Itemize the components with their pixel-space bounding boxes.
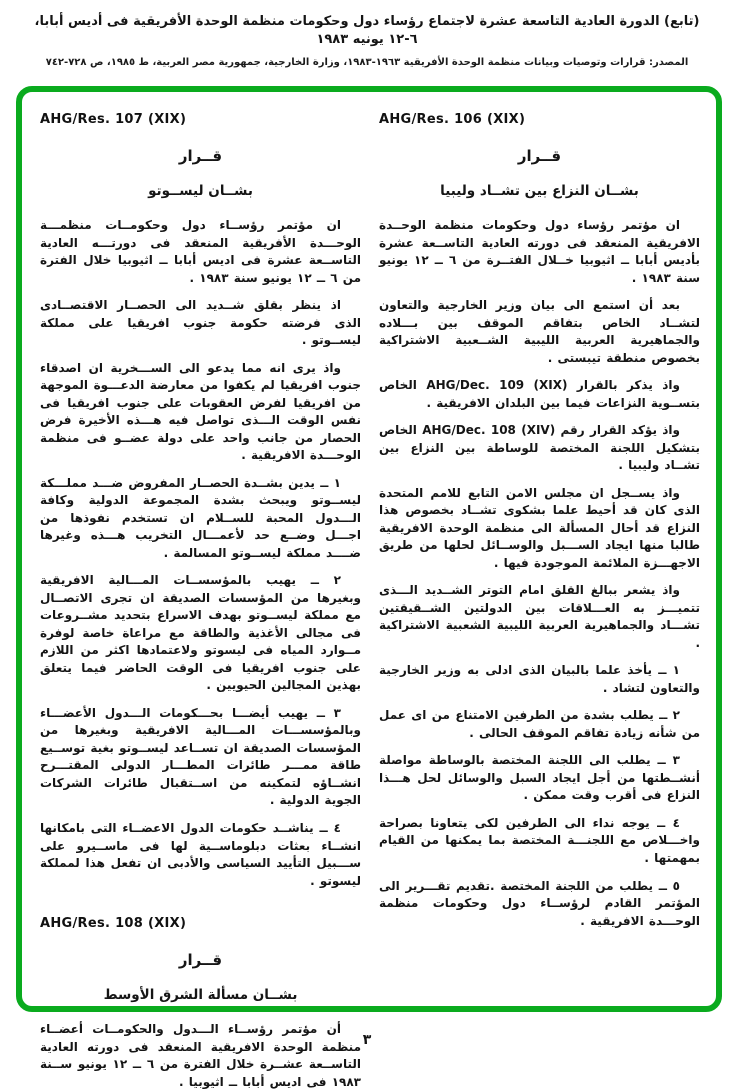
paragraph: ١ ــ يدين بشــدة الحصــار المفروض ضـــد مملـــكة ليســوتو ويبحث بشدة المجموعة الدولية وكافة الـــدول المحبة للســلام ان تستخدم نفوذها من اجـــل وضــع حد لأعمـــال التخريب هـــذه وغيرها ضــــد مملكة ليســوتو المسالمة . <box>40 475 361 560</box>
column-left <box>40 108 361 1089</box>
paragraph: أن مؤتمر رؤســاء الـــدول والحكومــات أعضــاء منظمة الوحدة الافريقية المنعقد فى دورته العادية التاســعة عشــرة خلال الفترة من ٦ ــ ١٢ يونيو ســنة ١٩٨٣ فى اديس أبابا ــ اثيوبيا . <box>40 1022 361 1089</box>
paragraph: بعد أن استمع الى بيان وزير الخارجية والتعاون لتشــاد الخاص بتفاقم الموقف بين بـــلاده والجماهيرية العربية الليبية الشــعبية الاشتراكية بخصوص منطقة تيبستى . <box>379 298 700 365</box>
paragraph: واذ يذكر بالقرار AHG/Dec. 109 (XIX) الخاص بتســوية النزاعات فيما بين البلدان الافريقية . <box>379 378 700 410</box>
resolution-subtitle: بشــان ليســوتو <box>148 183 253 199</box>
paragraph: واذ يشعر ببالغ القلق امام التوتر الشــديد الـــذى تتميـــز به العـــلاقات بين الدولتين الشــقيقتين تشـــاد والجماهيرية العربية الليبية الشعبية الاشتراكية . <box>379 583 700 650</box>
resolution-title: قــرار <box>517 147 562 165</box>
paragraph: ان مؤتمر رؤســاء دول وحكومــات منظمـــة الوحـــدة الأفريقية المنعقد فى دورتـــه العادية التاســعة عشرة فى اديس أبابا ــ اثيوبيا خلال الفترة من ٦ ــ ١٢ يونيو سنة ١٩٨٣ . <box>40 218 361 285</box>
resolution-ref-106: AHG/Res. 106 (XIX) <box>379 112 526 127</box>
paragraph: واذ يســجل ان مجلس الامن التابع للامم المتحدة الذى كان قد أحيط علما بشكوى تشــاد بخصوص هذا النزاع قد أحال المسألة الى منظمة الوحدة الافريقية طالبا منها ايجاد الســـبل والوســائل لحلها من طريق الاجهـــزة الملائمة الموجودة فيها . <box>379 485 700 570</box>
header-session-line: (تابع) الدورة العادية التاسعة عشرة لاجتماع رؤساء دول وحكومات منظمة الوحدة الأفريقية فى أديس أبابا، ٦-١٢ يونيه ١٩٨٣ <box>34 14 700 48</box>
resolution-108-section <box>40 916 361 1091</box>
resolution-subtitle: بشــان مسألة الشرق الأوسط <box>103 987 298 1004</box>
page-header <box>0 0 734 68</box>
page-number: ٣ <box>362 1032 372 1048</box>
paragraph: ١ ــ يأخذ علما بالبيان الذى ادلى به وزير الخارجية والتعاون لتشاد . <box>379 663 700 695</box>
column-right <box>379 108 700 996</box>
header-source-line: المصدر: قرارات وتوصيات وبيانات منظمة الوحدة الأفريقية ١٩٦٣-١٩٨٣، وزارة الخارجية، جمهورية مصر العربية، ط ١٩٨٥، ص ٧٢٨-٧٤٢ <box>45 57 689 69</box>
paragraph: ٣ ــ يطلب الى اللجنة المختصة بالوساطة مواصلة أنشــطتها من أجل ايجاد السبل والوسائل لحل هـــذا النزاع فى أقرب وقت ممكن . <box>379 753 700 803</box>
paragraph: ان مؤتمر رؤساء دول وحكومات منظمة الوحــدة الافريقية المنعقد فى دورته العادية التاســعة عشرة بأديس أبابا ــ اثيوبيا خــلال الفتــرة من ٦ ــ ١٢ يونيو سنة ١٩٨٣ . <box>379 218 701 285</box>
paragraph: واذ يرى انه مما يدعو الى الســـخرية ان اصدقاء جنوب افريقيا لم يكفوا من معارضة الدعـــوة الموجهة من افريقيا لفرض العقوبات على جنوب افريقيا فى نفس الوقت الـــذى تواصل فيه هـــذه الأخيرة فرض الحصار من جانب واحد على دولة عضــو فى منظمة الوحـــدة الافريقية . <box>40 360 361 463</box>
paragraph: ٣ ــ يهيب أيضـــا بحـــكومات الـــدول الأعضـــاء وبالمؤسســـات المـــالية الافريقية وبغيرها من المؤسسات الصديقة ان تســاعد ليســوتو بغية توســيع طاقة ممـــر طائرات المطـــار الدولى المقتـــرح انشــاؤه لتمكينه من اســتقبال طائرات الشركات الجوية الدولية . <box>40 705 361 808</box>
resolution-title: قــرار <box>178 147 223 165</box>
paragraph: ٢ ــ يهيب بالمؤسســات المـــالية الافريقية وبغيرها من المؤسسات الصديقة ان تجرى الاتصــال مع مملكة ليســوتو بهدف الاسراع بتحديد مشــروعات فى مجالى الأغذية والطاقة مع مراعاة خاصة لوفرة مــوارد المياه فى ليسوتو ولاعتمادها اكثر من اللازم على جنوب افريقيا فى الوقت الحاضر فيما يتعلق بهذين المجالين الحيويين . <box>40 573 361 693</box>
paragraph: ٢ ــ يطلب بشدة من الطرفين الامتناع من اى عمل من شأنه زيادة تفاقم الموقف الحالى . <box>379 708 700 740</box>
resolution-subtitle: بشــان النزاع بين تشــاد وليبيا <box>440 183 639 199</box>
paragraph: ٥ ــ يطلب من اللجنة المختصة .تقديم تقـــرير الى المؤتمر القادم لرؤســاء دول وحكومات منظمة الوحـــدة الافريقية . <box>379 878 700 928</box>
document-frame <box>16 86 722 1089</box>
resolution-ref-107: AHG/Res. 107 (XIX) <box>40 112 187 127</box>
paragraph: اذ ينظر بقلق شــديد الى الحصــار الاقتصــادى الذى فرضته حكومة جنوب افريقيا على مملكة ليســوتو . <box>40 298 361 348</box>
page-footer <box>0 1029 734 1048</box>
resolution-title: قــرار <box>178 951 223 970</box>
columns-container <box>40 108 701 1089</box>
paragraph: واذ يؤكد القرار رقم AHG/Dec. 108 (XIV) الخاص بتشكيل اللجنة المختصة للوساطة بين النزاع بين تشــاد وليبيا . <box>379 423 700 473</box>
paragraph: ٤ ــ يوجه نداء الى الطرفين لكى يتعاونا بصراحة واخـــلاص مع اللجنـــة المختصة بما يمكنها من القيام بمهمتها . <box>379 815 700 865</box>
paragraph: ٤ ــ يناشــد حكومات الدول الاعضــاء التى بامكانها انشــاء بعثات دبلوماســية لها فى ماســيرو على ســـبيل التأييد السياسى والأدبى ان تفعل هذا لمملكة ليسوتو . <box>40 820 361 888</box>
resolution-ref-108: AHG/Res. 108 (XIX) <box>40 916 187 932</box>
